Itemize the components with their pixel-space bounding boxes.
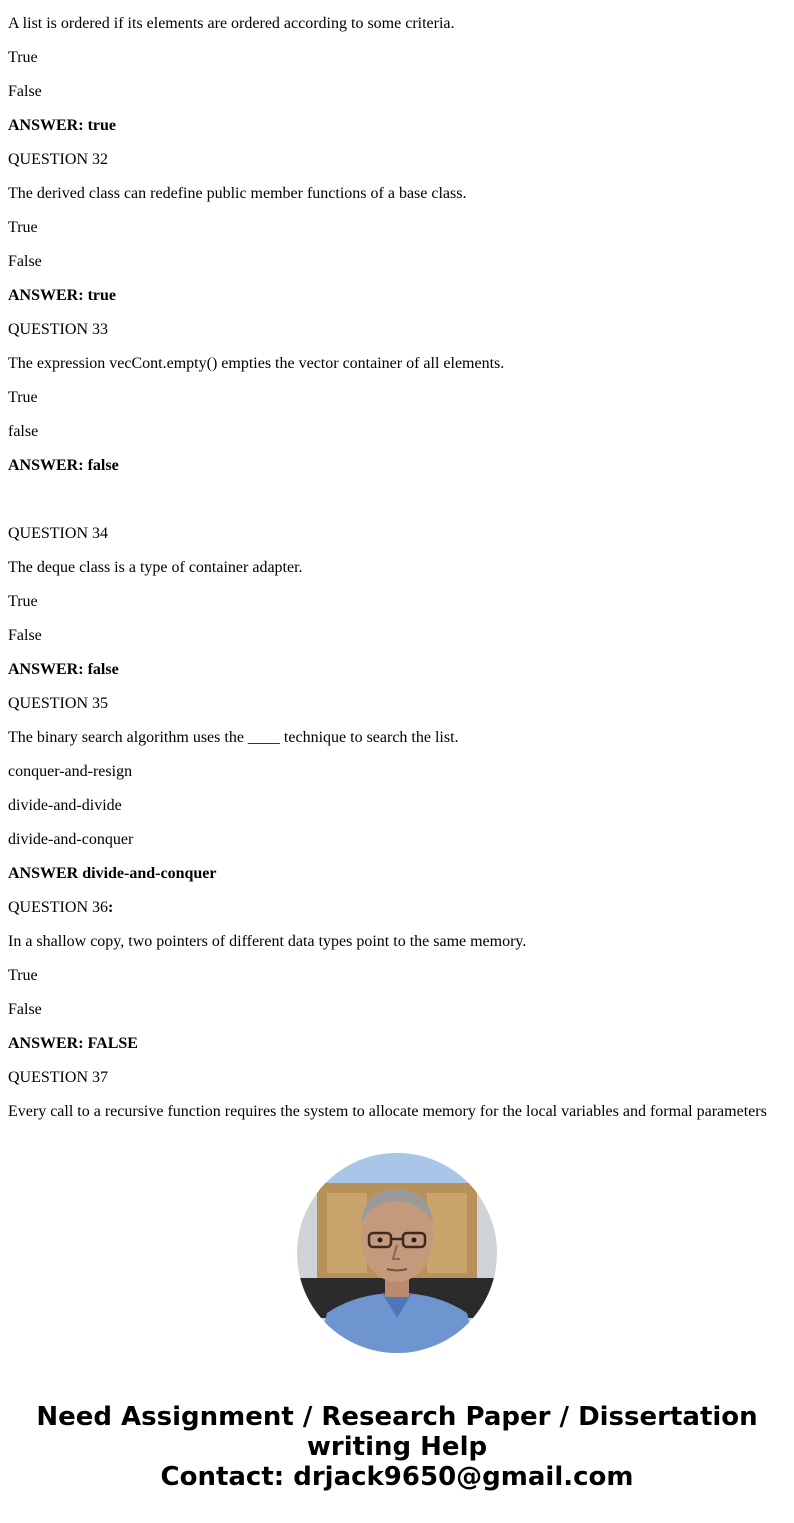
- document-body: [8, 14, 788, 1136]
- question-heading: QUESTION 34: [8, 525, 108, 542]
- promo-line-1: Need Assignment / Research Paper / Dissertation: [36, 1402, 758, 1432]
- text-line: True: [8, 967, 38, 984]
- text-line: The derived class can redefine public member functions of a base class.: [8, 185, 467, 202]
- answer-line: ANSWER: true: [8, 117, 116, 134]
- question-heading: QUESTION 37: [8, 1069, 108, 1086]
- text-line: False: [8, 253, 42, 270]
- question-heading: QUESTION 32: [8, 151, 108, 168]
- answer-line: ANSWER: true: [8, 287, 116, 304]
- text-line: divide-and-conquer: [8, 831, 134, 848]
- text-line: The expression vecCont.empty() empties the vector container of all elements.: [8, 355, 505, 372]
- blank-line: [8, 490, 788, 524]
- promo-banner: [0, 1402, 794, 1492]
- text-line: false: [8, 423, 39, 440]
- answer-line: ANSWER: FALSE: [8, 1035, 138, 1052]
- text-line: divide-and-divide: [8, 797, 122, 814]
- text-line: The deque class is a type of container adapter.: [8, 559, 303, 576]
- author-avatar: [297, 1153, 497, 1353]
- text-line: Every call to a recursive function requires the system to allocate memory for the local variables and formal parameters: [8, 1103, 767, 1120]
- question-heading-label: QUESTION 36: [8, 899, 108, 916]
- promo-line-2: writing Help: [306, 1432, 488, 1462]
- text-line: True: [8, 389, 38, 406]
- question-heading: [8, 898, 788, 932]
- answer-line: ANSWER: false: [8, 661, 119, 678]
- text-line: False: [8, 83, 42, 100]
- text-line: A list is ordered if its elements are ordered according to some criteria.: [8, 15, 455, 32]
- text-line: True: [8, 49, 38, 66]
- question-heading: QUESTION 35: [8, 695, 108, 712]
- text-line: False: [8, 1001, 42, 1018]
- text-line: The binary search algorithm uses the ____ technique to search the list.: [8, 729, 459, 746]
- text-line: In a shallow copy, two pointers of different data types point to the same memory.: [8, 933, 527, 950]
- answer-line: ANSWER divide-and-conquer: [8, 865, 217, 882]
- text-line: True: [8, 593, 38, 610]
- author-photo-icon: [297, 1153, 497, 1353]
- text-line: False: [8, 627, 42, 644]
- promo-contact: Contact: drjack9650@gmail.com: [160, 1462, 634, 1492]
- question-heading: QUESTION 33: [8, 321, 108, 338]
- text-line: True: [8, 219, 38, 236]
- answer-line: ANSWER: false: [8, 457, 119, 474]
- question-heading-colon: :: [108, 899, 114, 916]
- text-line: conquer-and-resign: [8, 763, 133, 780]
